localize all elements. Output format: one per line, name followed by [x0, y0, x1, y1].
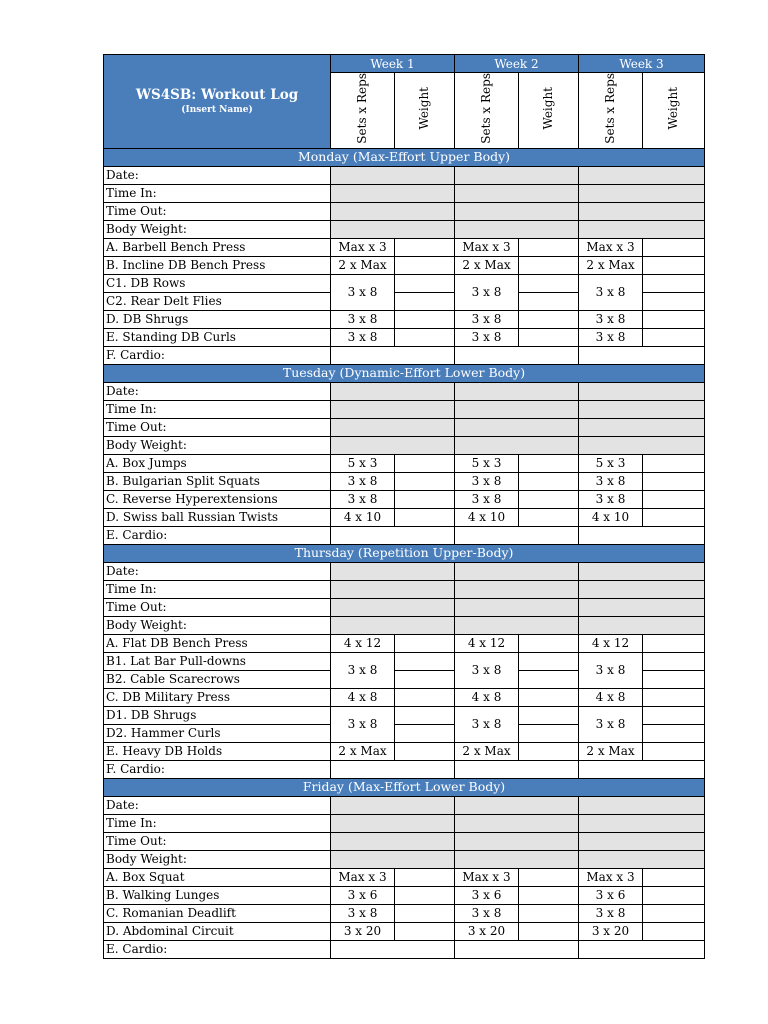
exercise-name: B. Incline DB Bench Press: [104, 256, 331, 274]
info-entry-cell[interactable]: [455, 418, 579, 436]
weight-entry-cell[interactable]: [643, 688, 705, 706]
workout-log-table: [103, 54, 705, 959]
exercise-name: B. Bulgarian Split Squats: [104, 472, 331, 490]
info-entry-cell[interactable]: [579, 616, 705, 634]
info-entry-cell[interactable]: [331, 796, 455, 814]
sets-reps-cell: Max x 3: [331, 868, 395, 886]
weight-entry-cell[interactable]: [395, 742, 455, 760]
info-entry-cell[interactable]: [331, 436, 455, 454]
info-label: Time In:: [104, 184, 331, 202]
exercise-row: [104, 742, 705, 760]
day-section-row: [104, 544, 705, 562]
info-row: [104, 418, 705, 436]
info-entry-cell[interactable]: [455, 814, 579, 832]
info-entry-cell[interactable]: [455, 202, 579, 220]
info-entry-cell[interactable]: [331, 220, 455, 238]
weight-entry-cell[interactable]: [519, 922, 579, 940]
info-entry-cell[interactable]: [455, 616, 579, 634]
weight-entry-cell[interactable]: [395, 274, 455, 292]
exercise-name: D1. DB Shrugs: [104, 706, 331, 724]
weight-entry-cell[interactable]: [395, 706, 455, 724]
cardio-entry-cell[interactable]: [331, 526, 455, 544]
weight-entry-cell[interactable]: [519, 490, 579, 508]
day-section-title: Thursday (Repetition Upper-Body): [104, 544, 705, 562]
cardio-entry-cell[interactable]: [455, 940, 579, 958]
info-label: Time In:: [104, 814, 331, 832]
exercise-row: [104, 706, 705, 724]
sets-reps-cell: 3 x 8: [579, 328, 643, 346]
cardio-entry-cell[interactable]: [455, 760, 579, 778]
info-row: [104, 580, 705, 598]
sets-reps-cell: 2 x Max: [579, 742, 643, 760]
weight-entry-cell[interactable]: [395, 508, 455, 526]
exercise-row: [104, 508, 705, 526]
sets-reps-cell: 3 x 8: [579, 490, 643, 508]
athlete-name-placeholder[interactable]: (Insert Name): [181, 105, 253, 116]
exercise-name: A. Box Squat: [104, 868, 331, 886]
weight-entry-cell[interactable]: [395, 688, 455, 706]
cardio-entry-cell[interactable]: [455, 526, 579, 544]
info-row: [104, 832, 705, 850]
sets-reps-cell: 3 x 6: [331, 886, 395, 904]
cardio-row: [104, 346, 705, 364]
sets-reps-cell: 4 x 10: [331, 508, 395, 526]
cardio-label: E. Cardio:: [104, 526, 331, 544]
weight-entry-cell[interactable]: [395, 310, 455, 328]
sets-reps-cell: 5 x 3: [579, 454, 643, 472]
info-entry-cell[interactable]: [579, 202, 705, 220]
weight-entry-cell[interactable]: [395, 652, 455, 670]
info-entry-cell[interactable]: [579, 814, 705, 832]
weight-entry-cell[interactable]: [395, 904, 455, 922]
sets-reps-cell: 3 x 8: [331, 652, 395, 688]
info-label: Time In:: [104, 400, 331, 418]
weight-entry-cell[interactable]: [395, 472, 455, 490]
info-entry-cell[interactable]: [579, 796, 705, 814]
exercise-row: [104, 904, 705, 922]
info-entry-cell[interactable]: [455, 796, 579, 814]
info-row: [104, 814, 705, 832]
weight-entry-cell[interactable]: [519, 508, 579, 526]
exercise-name: A. Box Jumps: [104, 454, 331, 472]
exercise-name: C. Romanian Deadlift: [104, 904, 331, 922]
info-entry-cell[interactable]: [455, 436, 579, 454]
weight-entry-cell[interactable]: [519, 724, 579, 742]
info-entry-cell[interactable]: [455, 382, 579, 400]
weight-entry-cell[interactable]: [643, 310, 705, 328]
info-label: Body Weight:: [104, 616, 331, 634]
info-entry-cell[interactable]: [331, 166, 455, 184]
info-entry-cell[interactable]: [331, 562, 455, 580]
weight-entry-cell[interactable]: [643, 256, 705, 274]
exercise-name: A. Barbell Bench Press: [104, 238, 331, 256]
exercise-row: [104, 472, 705, 490]
weight-entry-cell[interactable]: [643, 724, 705, 742]
day-section-row: [104, 364, 705, 382]
info-entry-cell[interactable]: [579, 382, 705, 400]
exercise-name: B1. Lat Bar Pull-downs: [104, 652, 331, 670]
week-3-header: Week 3: [579, 55, 705, 73]
info-entry-cell[interactable]: [579, 580, 705, 598]
weight-entry-cell[interactable]: [643, 328, 705, 346]
sets-reps-cell: 3 x 8: [331, 274, 395, 310]
day-section-row: [104, 778, 705, 796]
info-label: Date:: [104, 166, 331, 184]
info-label: Time Out:: [104, 202, 331, 220]
weight-entry-cell[interactable]: [395, 670, 455, 688]
sets-reps-cell: 3 x 8: [455, 490, 519, 508]
info-entry-cell[interactable]: [455, 184, 579, 202]
exercise-row: [104, 922, 705, 940]
info-label: Time Out:: [104, 832, 331, 850]
cardio-entry-cell[interactable]: [579, 940, 705, 958]
weight-header: Weight: [643, 73, 705, 149]
sets-reps-cell: 3 x 8: [455, 310, 519, 328]
info-entry-cell[interactable]: [331, 580, 455, 598]
sets-reps-cell: Max x 3: [579, 238, 643, 256]
exercise-row: [104, 652, 705, 670]
sets-reps-cell: 2 x Max: [455, 742, 519, 760]
exercise-name: C2. Rear Delt Flies: [104, 292, 331, 310]
info-label: Time Out:: [104, 418, 331, 436]
cardio-label: F. Cardio:: [104, 760, 331, 778]
cardio-entry-cell[interactable]: [579, 346, 705, 364]
sets-reps-header: Sets x Reps: [579, 73, 643, 149]
info-entry-cell[interactable]: [579, 598, 705, 616]
weight-entry-cell[interactable]: [519, 868, 579, 886]
sets-reps-cell: 5 x 3: [455, 454, 519, 472]
sets-reps-cell: Max x 3: [579, 868, 643, 886]
sets-reps-header: Sets x Reps: [331, 73, 395, 149]
info-row: [104, 166, 705, 184]
weight-entry-cell[interactable]: [643, 454, 705, 472]
sets-reps-cell: 3 x 8: [455, 652, 519, 688]
info-row: [104, 382, 705, 400]
day-section-title: Tuesday (Dynamic-Effort Lower Body): [104, 364, 705, 382]
sets-reps-cell: 3 x 8: [455, 472, 519, 490]
info-row: [104, 220, 705, 238]
info-row: [104, 436, 705, 454]
cardio-row: [104, 760, 705, 778]
weight-entry-cell[interactable]: [643, 274, 705, 292]
sets-reps-cell: 3 x 8: [579, 652, 643, 688]
info-entry-cell[interactable]: [455, 832, 579, 850]
info-entry-cell[interactable]: [331, 616, 455, 634]
info-entry-cell[interactable]: [331, 202, 455, 220]
info-row: [104, 598, 705, 616]
info-entry-cell[interactable]: [579, 850, 705, 868]
info-entry-cell[interactable]: [331, 598, 455, 616]
exercise-name: C. Reverse Hyperextensions: [104, 490, 331, 508]
cardio-label: E. Cardio:: [104, 940, 331, 958]
weight-entry-cell[interactable]: [643, 670, 705, 688]
weight-entry-cell[interactable]: [643, 868, 705, 886]
sets-reps-cell: 3 x 20: [579, 922, 643, 940]
cardio-row: [104, 940, 705, 958]
weight-entry-cell[interactable]: [643, 238, 705, 256]
exercise-row: [104, 310, 705, 328]
cardio-entry-cell[interactable]: [579, 760, 705, 778]
weight-entry-cell[interactable]: [395, 256, 455, 274]
weight-entry-cell[interactable]: [395, 922, 455, 940]
sets-reps-cell: 2 x Max: [579, 256, 643, 274]
sets-reps-cell: 3 x 8: [579, 904, 643, 922]
info-entry-cell[interactable]: [455, 598, 579, 616]
exercise-row: [104, 238, 705, 256]
cardio-entry-cell[interactable]: [331, 346, 455, 364]
info-label: Date:: [104, 382, 331, 400]
sets-reps-cell: 3 x 8: [331, 310, 395, 328]
sets-reps-cell: 2 x Max: [331, 742, 395, 760]
weight-entry-cell[interactable]: [643, 508, 705, 526]
weight-entry-cell[interactable]: [643, 742, 705, 760]
sets-reps-cell: 3 x 6: [455, 886, 519, 904]
info-label: Time In:: [104, 580, 331, 598]
sets-reps-cell: 2 x Max: [455, 256, 519, 274]
weight-entry-cell[interactable]: [519, 328, 579, 346]
weight-entry-cell[interactable]: [643, 634, 705, 652]
info-label: Date:: [104, 562, 331, 580]
info-label: Body Weight:: [104, 850, 331, 868]
cardio-label: F. Cardio:: [104, 346, 331, 364]
weight-entry-cell[interactable]: [395, 238, 455, 256]
exercise-row: [104, 328, 705, 346]
weight-entry-cell[interactable]: [519, 292, 579, 310]
info-label: Date:: [104, 796, 331, 814]
info-entry-cell[interactable]: [455, 580, 579, 598]
sets-reps-cell: 3 x 8: [331, 706, 395, 742]
exercise-name: D. DB Shrugs: [104, 310, 331, 328]
sets-reps-header: Sets x Reps: [455, 73, 519, 149]
weight-entry-cell[interactable]: [395, 634, 455, 652]
sets-reps-cell: 3 x 8: [455, 706, 519, 742]
info-entry-cell[interactable]: [455, 220, 579, 238]
info-entry-cell[interactable]: [579, 832, 705, 850]
weight-entry-cell[interactable]: [643, 292, 705, 310]
cardio-entry-cell[interactable]: [455, 346, 579, 364]
sets-reps-cell: 3 x 8: [455, 328, 519, 346]
exercise-name: C1. DB Rows: [104, 274, 331, 292]
info-entry-cell[interactable]: [455, 400, 579, 418]
info-entry-cell[interactable]: [579, 184, 705, 202]
info-entry-cell[interactable]: [331, 832, 455, 850]
info-entry-cell[interactable]: [579, 400, 705, 418]
sets-reps-cell: 3 x 8: [579, 472, 643, 490]
weight-entry-cell[interactable]: [395, 868, 455, 886]
sets-reps-cell: 3 x 8: [579, 310, 643, 328]
exercise-row: [104, 634, 705, 652]
info-entry-cell[interactable]: [579, 418, 705, 436]
weight-entry-cell[interactable]: [395, 724, 455, 742]
exercise-row: [104, 256, 705, 274]
sets-reps-cell: 3 x 8: [579, 274, 643, 310]
weight-entry-cell[interactable]: [519, 238, 579, 256]
weight-entry-cell[interactable]: [643, 652, 705, 670]
info-label: Body Weight:: [104, 220, 331, 238]
weight-entry-cell[interactable]: [643, 904, 705, 922]
sets-reps-cell: 4 x 8: [579, 688, 643, 706]
sets-reps-cell: 4 x 12: [331, 634, 395, 652]
day-section-title: Friday (Max-Effort Lower Body): [104, 778, 705, 796]
exercise-name: E. Heavy DB Holds: [104, 742, 331, 760]
week-2-header: Week 2: [455, 55, 579, 73]
weight-entry-cell[interactable]: [519, 634, 579, 652]
weight-entry-cell[interactable]: [395, 454, 455, 472]
sets-reps-cell: 3 x 8: [331, 904, 395, 922]
weight-entry-cell[interactable]: [519, 652, 579, 670]
weight-entry-cell[interactable]: [519, 454, 579, 472]
weight-header: Weight: [395, 73, 455, 149]
info-entry-cell[interactable]: [331, 418, 455, 436]
sets-reps-cell: 5 x 3: [331, 454, 395, 472]
weight-entry-cell[interactable]: [519, 310, 579, 328]
weight-entry-cell[interactable]: [519, 904, 579, 922]
sets-reps-cell: 3 x 20: [455, 922, 519, 940]
exercise-name: C. DB Military Press: [104, 688, 331, 706]
weight-entry-cell[interactable]: [519, 706, 579, 724]
info-entry-cell[interactable]: [331, 400, 455, 418]
sets-reps-cell: 4 x 10: [579, 508, 643, 526]
exercise-row: [104, 490, 705, 508]
sets-reps-cell: 3 x 8: [331, 472, 395, 490]
sets-reps-cell: 3 x 8: [455, 904, 519, 922]
weight-entry-cell[interactable]: [643, 706, 705, 724]
exercise-row: [104, 886, 705, 904]
info-row: [104, 562, 705, 580]
info-entry-cell[interactable]: [455, 166, 579, 184]
log-title: WS4SB: Workout Log: [135, 87, 299, 104]
weight-entry-cell[interactable]: [395, 328, 455, 346]
sets-reps-cell: 3 x 8: [579, 706, 643, 742]
day-section-title: Monday (Max-Effort Upper Body): [104, 148, 705, 166]
info-entry-cell[interactable]: [579, 220, 705, 238]
info-entry-cell[interactable]: [455, 562, 579, 580]
sets-reps-cell: 3 x 8: [455, 274, 519, 310]
sets-reps-cell: 2 x Max: [331, 256, 395, 274]
exercise-name: E. Standing DB Curls: [104, 328, 331, 346]
exercise-row: [104, 868, 705, 886]
weight-header: Weight: [519, 73, 579, 149]
weight-entry-cell[interactable]: [519, 472, 579, 490]
weight-entry-cell[interactable]: [519, 274, 579, 292]
exercise-row: [104, 274, 705, 292]
sets-reps-cell: 4 x 12: [455, 634, 519, 652]
cardio-entry-cell[interactable]: [331, 940, 455, 958]
exercise-name: B2. Cable Scarecrows: [104, 670, 331, 688]
info-entry-cell[interactable]: [579, 166, 705, 184]
info-row: [104, 202, 705, 220]
info-entry-cell[interactable]: [331, 850, 455, 868]
info-entry-cell[interactable]: [331, 382, 455, 400]
sets-reps-cell: 3 x 8: [331, 490, 395, 508]
info-label: Time Out:: [104, 598, 331, 616]
info-entry-cell[interactable]: [579, 436, 705, 454]
weight-entry-cell[interactable]: [519, 886, 579, 904]
day-section-row: [104, 148, 705, 166]
weight-entry-cell[interactable]: [519, 742, 579, 760]
weight-entry-cell[interactable]: [519, 256, 579, 274]
weight-entry-cell[interactable]: [643, 922, 705, 940]
weight-entry-cell[interactable]: [395, 886, 455, 904]
sets-reps-cell: 4 x 8: [455, 688, 519, 706]
weight-entry-cell[interactable]: [519, 670, 579, 688]
exercise-row: [104, 688, 705, 706]
sets-reps-cell: Max x 3: [455, 868, 519, 886]
exercise-row: [104, 454, 705, 472]
sets-reps-cell: 3 x 20: [331, 922, 395, 940]
weight-entry-cell[interactable]: [643, 472, 705, 490]
sets-reps-cell: Max x 3: [331, 238, 395, 256]
weight-entry-cell[interactable]: [643, 886, 705, 904]
week-1-header: Week 1: [331, 55, 455, 73]
info-entry-cell[interactable]: [331, 184, 455, 202]
sets-reps-cell: 4 x 12: [579, 634, 643, 652]
weight-entry-cell[interactable]: [395, 292, 455, 310]
info-entry-cell[interactable]: [455, 850, 579, 868]
info-row: [104, 616, 705, 634]
info-label: Body Weight:: [104, 436, 331, 454]
info-row: [104, 850, 705, 868]
cardio-entry-cell[interactable]: [331, 760, 455, 778]
info-entry-cell[interactable]: [331, 814, 455, 832]
log-title-cell: [104, 55, 331, 149]
sets-reps-cell: 4 x 8: [331, 688, 395, 706]
sets-reps-cell: 4 x 10: [455, 508, 519, 526]
info-entry-cell[interactable]: [579, 562, 705, 580]
weight-entry-cell[interactable]: [395, 490, 455, 508]
exercise-name: D. Swiss ball Russian Twists: [104, 508, 331, 526]
exercise-name: D. Abdominal Circuit: [104, 922, 331, 940]
weight-entry-cell[interactable]: [643, 490, 705, 508]
cardio-row: [104, 526, 705, 544]
weight-entry-cell[interactable]: [519, 688, 579, 706]
info-row: [104, 796, 705, 814]
sets-reps-cell: Max x 3: [455, 238, 519, 256]
exercise-name: A. Flat DB Bench Press: [104, 634, 331, 652]
exercise-name: B. Walking Lunges: [104, 886, 331, 904]
exercise-name: D2. Hammer Curls: [104, 724, 331, 742]
sets-reps-cell: 3 x 6: [579, 886, 643, 904]
info-row: [104, 400, 705, 418]
info-row: [104, 184, 705, 202]
sets-reps-cell: 3 x 8: [331, 328, 395, 346]
cardio-entry-cell[interactable]: [579, 526, 705, 544]
